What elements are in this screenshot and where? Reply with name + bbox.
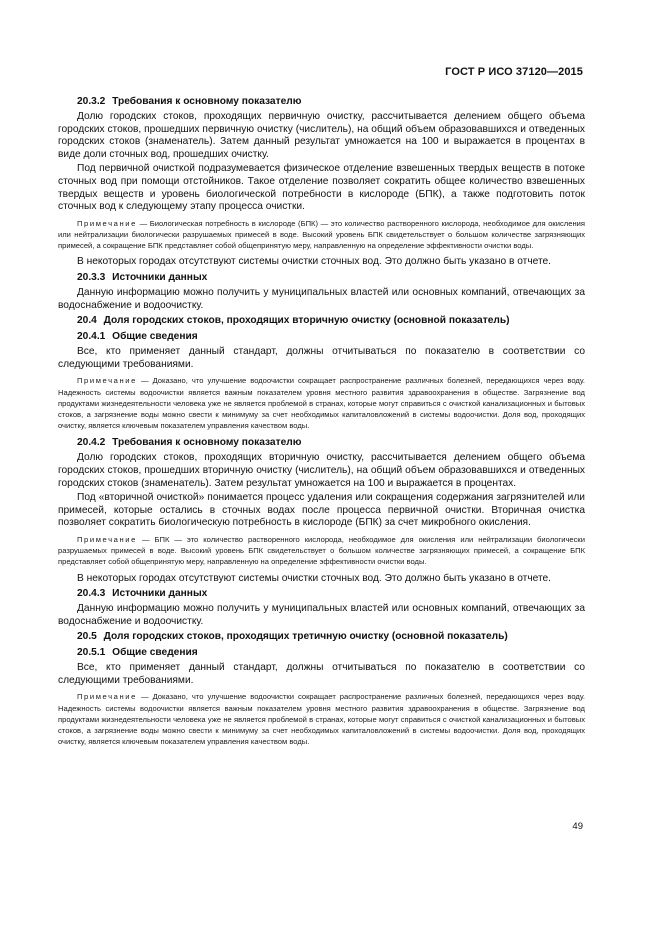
section-number: 20.4.3 bbox=[77, 588, 106, 600]
section-number: 20.4 bbox=[77, 315, 97, 327]
section-heading bbox=[58, 436, 585, 450]
section-heading bbox=[58, 95, 585, 109]
note-label: Примечание bbox=[77, 534, 137, 544]
section-heading bbox=[58, 271, 585, 285]
section-heading bbox=[58, 587, 585, 601]
document-header: ГОСТ Р ИСО 37120—2015 bbox=[445, 66, 583, 78]
section-title: Источники данных bbox=[112, 588, 208, 600]
note-text: — Доказано, что улучшение водоочистки сокращает распространение различных болезней, передающихся через воду. Надежность системы водоочистки является важным показателем уровня местного развития здравоохранения в обществе. Загрязнение вод продуктами жизнедеятельности человека уже не является проблемой в странах, которые могут справиться с очисткой канализационных и бытовых стоков, а загрязнение воды можно свести к минимуму за счет необходимых капиталовложений в системы водоочистки. Доля вод, проходящих очистку, является ключевым показателем управления качеством воды. bbox=[58, 376, 585, 431]
paragraph: Данную информацию можно получить у муниципальных властей или основных компаний, отвечающих за водоснабжение и водоочистку. bbox=[58, 286, 585, 311]
paragraph: Все, кто применяет данный стандарт, должны отчитываться по показателю в соответствии со следующими требованиями. bbox=[58, 662, 585, 686]
paragraph: В некоторых городах отсутствуют системы очистки сточных вод. Это должно быть указано в отчете. bbox=[77, 572, 552, 584]
note bbox=[58, 218, 585, 252]
paragraph: Долю городских стоков, проходящих первичную очистку, рассчитывается делением общего объема городских стоков, прошедших первичную очистку (числитель), на общий объем образовавшихся и отведенных городских стоков (знаменатель). Затем данный результат умножается на 100 и выражается в процентах в виде доли сточных вод, прошедших очистку. bbox=[58, 111, 585, 160]
note-label: Примечание bbox=[77, 218, 137, 228]
paragraph: Под первичной очисткой подразумевается физическое отделение взвешенных твердых веществ в потоке сточных вод при помощи отстойников. Такое отделение позволяет сократить общее количество взвешенных твердых веществ и уровень биологической потребности в кислороде (БПК), а также подготовить поток сточных вод к следующему этапу процесса очистки. bbox=[58, 163, 585, 213]
page-number: 49 bbox=[572, 821, 583, 832]
section-heading bbox=[58, 314, 585, 328]
section-title: Доля городских стоков, проходящих вторичную очистку (основной показатель) bbox=[103, 315, 510, 327]
section-number: 20.4.1 bbox=[77, 331, 106, 343]
note bbox=[58, 534, 585, 568]
document-body bbox=[58, 94, 585, 753]
note-text: — Биологическая потребность в кислороде (БПК) — это количество растворенного кислорода, необходимое для окисления или нейтрализации биологически разрушаемых примесей в воде. Высокий уровень БПК свидетельствует о большом количестве загрязняющих примесей, а сокращение БПК представляет собой общепринятую меру, направленную на определение эффективности очистки воды. bbox=[58, 218, 585, 251]
note-label: Примечание bbox=[77, 376, 137, 386]
section-number: 20.3.2 bbox=[77, 96, 106, 107]
note bbox=[58, 691, 585, 747]
paragraph: Все, кто применяет данный стандарт, должны отчитываться по показателю в соответствии со следующими требованиями. bbox=[58, 346, 585, 370]
paragraph: Под «вторичной очисткой» понимается процесс удаления или сокращения содержания загрязнителей или примесей, которые остались в сточных водах после процесса первичной очистки. Вторичная очистка позволяет сократить биологическую потребность в кислороде (БПК) за счет микробного окисления. bbox=[58, 492, 585, 529]
section-title: Требования к основному показателю bbox=[112, 437, 302, 449]
section-number: 20.5 bbox=[77, 631, 97, 643]
paragraph: Данную информацию можно получить у муниципальных властей или основных компаний, отвечающих за водоснабжение и водоочистку. bbox=[58, 603, 585, 627]
section-title: Требования к основному показателю bbox=[112, 96, 302, 107]
section-number: 20.4.2 bbox=[77, 437, 106, 449]
paragraph: В некоторых городах отсутствуют системы очистки сточных вод. Это должно быть указано в отчете. bbox=[77, 256, 552, 268]
note-text: — Доказано, что улучшение водоочистки сокращает распространение различных болезней, передающихся через воду. Надежность системы водоочистки является важным показателем уровня местного развития здравоохранения в обществе. Загрязнение вод продуктами жизнедеятельности человека уже не является проблемой в странах, которые могут справиться с очисткой канализационных и бытовых стоков, а загрязнение воды можно свести к минимуму за счет необходимых капиталовложений в системы водоочистки. Доля вод, проходящих очистку, является ключевым показателем управления качеством воды. bbox=[58, 692, 585, 747]
note-label: Примечание bbox=[77, 692, 137, 702]
paragraph: Долю городских стоков, проходящих вторичную очистку, рассчитывается делением общего объема городских стоков, прошедших вторичную очистку (числитель), на общий объем образовавшихся и отведенных городских стоков (знаменатель). Затем результат умножается на 100 и выражается в процентах. bbox=[58, 452, 585, 489]
note bbox=[58, 375, 585, 431]
section-number: 20.3.3 bbox=[77, 271, 106, 283]
section-heading bbox=[58, 330, 585, 344]
section-heading bbox=[58, 630, 585, 644]
section-heading bbox=[58, 646, 585, 660]
section-title: Доля городских стоков, проходящих третичную очистку (основной показатель) bbox=[103, 631, 508, 643]
section-title: Общие сведения bbox=[112, 647, 198, 659]
section-title: Источники данных bbox=[112, 271, 208, 283]
section-number: 20.5.1 bbox=[77, 647, 106, 659]
note-text: — БПК — это количество растворенного кислорода, необходимое для окисления или нейтрализации биологически разрушаемых примесей в воде. Высокий уровень БПК свидетельствует о большом количестве загрязняющих примесей, а сокращение БПК представляет собой общепринятую меру, направленную на определение эффективности очистки воды. bbox=[58, 534, 585, 567]
section-title: Общие сведения bbox=[112, 331, 198, 343]
